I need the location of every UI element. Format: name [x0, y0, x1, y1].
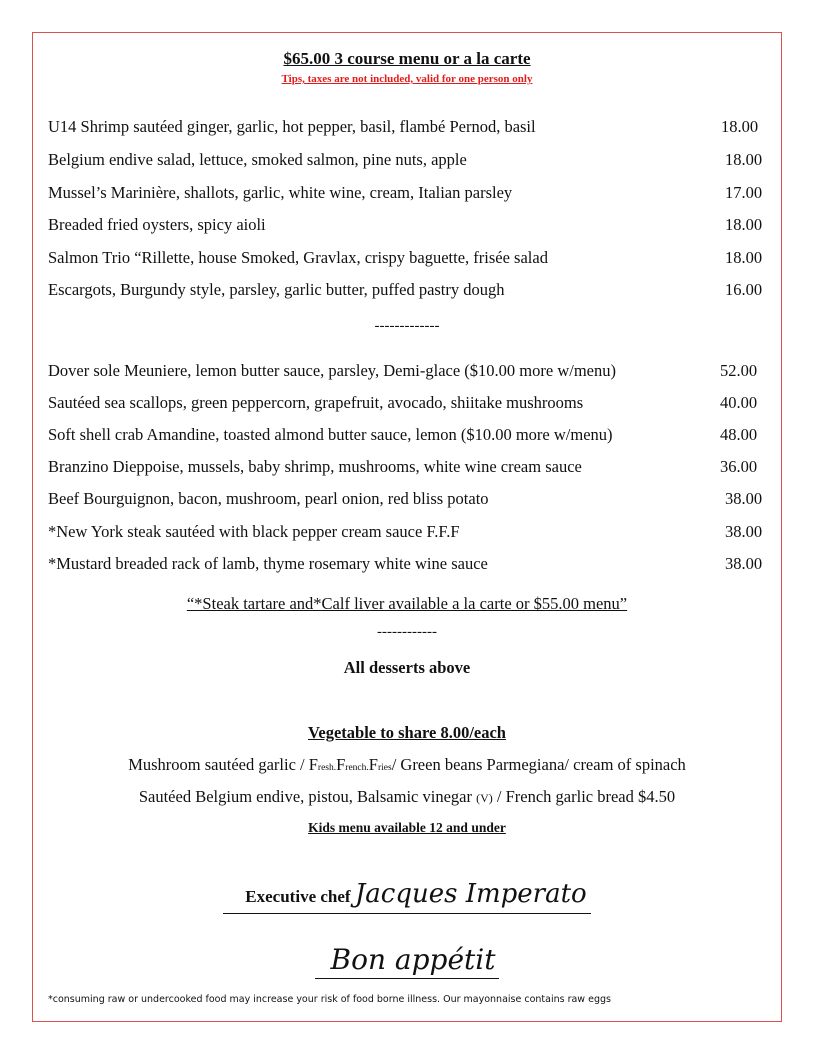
main-item: *New York steak sautéed with black pepper cream sauce F.F.F: [48, 522, 460, 541]
section-separator: ------------: [377, 624, 437, 640]
chef-name: Jacques Imperato: [354, 879, 587, 909]
main-item: *Mustard breaded rack of lamb, thyme rosemary white wine sauce: [48, 554, 488, 573]
allergy-footnote: *consuming raw or undercooked food may increase your risk of food borne illness. Our mayonnaise contains raw eggs: [48, 994, 611, 1005]
main-item: Soft shell crab Amandine, toasted almond butter sauce, lemon ($10.00 more w/menu): [48, 425, 613, 444]
veg-text: / Green beans Parmegiana/ cream of spinach: [391, 755, 686, 774]
main-item: Beef Bourguignon, bacon, mushroom, pearl onion, red bliss potato: [48, 489, 489, 508]
vegan-mark: (V): [476, 791, 493, 805]
starter-price: 16.00: [725, 280, 763, 299]
section-separator: -------------: [374, 318, 440, 334]
closing: [32, 944, 782, 979]
main-price: 38.00: [725, 522, 763, 541]
veg-text: Sautéed Belgium endive, pistou, Balsamic vinegar: [138, 787, 477, 806]
menu-subtitle: Tips, taxes are not included, valid for one person only: [281, 73, 533, 85]
veg-text: Mushroom sautéed garlic / F: [128, 755, 318, 774]
starter-item: Escargots, Burgundy style, parsley, garlic butter, puffed pastry dough: [48, 280, 505, 299]
starter-price: 18.00: [721, 117, 759, 136]
bon-appetit: Bon appétit: [315, 944, 500, 979]
vegetables-title: Vegetable to share 8.00/each: [308, 723, 506, 742]
starter-item: Mussel’s Marinière, shallots, garlic, white wine, cream, Italian parsley: [48, 183, 513, 202]
kids-menu-note: Kids menu available 12 and under: [308, 820, 506, 835]
chef-label: Executive chef: [245, 887, 351, 906]
vegetables-line-1: [32, 755, 782, 775]
main-price: 40.00: [720, 393, 758, 412]
main-price: 52.00: [720, 361, 758, 380]
main-price: 48.00: [720, 425, 758, 444]
vegetables-line-2: [32, 787, 782, 807]
starter-item: Salmon Trio “Rillette, house Smoked, Gravlax, crispy baguette, frisée salad: [48, 248, 548, 267]
main-price: 38.00: [725, 554, 763, 573]
starter-item: U14 Shrimp sautéed ginger, garlic, hot pepper, basil, flambé Pernod, basil: [48, 117, 536, 136]
veg-text: F: [368, 755, 378, 774]
starter-price: 18.00: [725, 150, 763, 169]
starter-item: Belgium endive salad, lettuce, smoked salmon, pine nuts, apple: [48, 150, 467, 169]
steak-tartare-note: “*Steak tartare and*Calf liver available a la carte or $55.00 menu”: [186, 594, 628, 613]
executive-chef: [32, 880, 782, 914]
veg-small-text: ries: [377, 763, 392, 773]
menu-title: $65.00 3 course menu or a la carte: [283, 49, 531, 68]
chef-signature-line: [223, 880, 590, 914]
starter-price: 18.00: [725, 248, 763, 267]
veg-small-text: resh.: [317, 763, 337, 773]
main-price: 38.00: [725, 489, 763, 508]
main-item: Branzino Dieppoise, mussels, baby shrimp, mushrooms, white wine cream sauce: [48, 457, 582, 476]
main-item: Dover sole Meuniere, lemon butter sauce, parsley, Demi-glace ($10.00 more w/menu): [48, 361, 616, 380]
veg-small-text: rench.: [345, 763, 369, 773]
veg-text: / French garlic bread $4.50: [492, 787, 676, 806]
main-price: 36.00: [720, 457, 758, 476]
main-item: Sautéed sea scallops, green peppercorn, grapefruit, avocado, shiitake mushrooms: [48, 393, 584, 412]
starter-item: Breaded fried oysters, spicy aioli: [48, 215, 266, 234]
starter-price: 17.00: [725, 183, 763, 202]
starter-price: 18.00: [725, 215, 763, 234]
desserts-note: All desserts above: [343, 658, 471, 677]
veg-text: F: [336, 755, 346, 774]
